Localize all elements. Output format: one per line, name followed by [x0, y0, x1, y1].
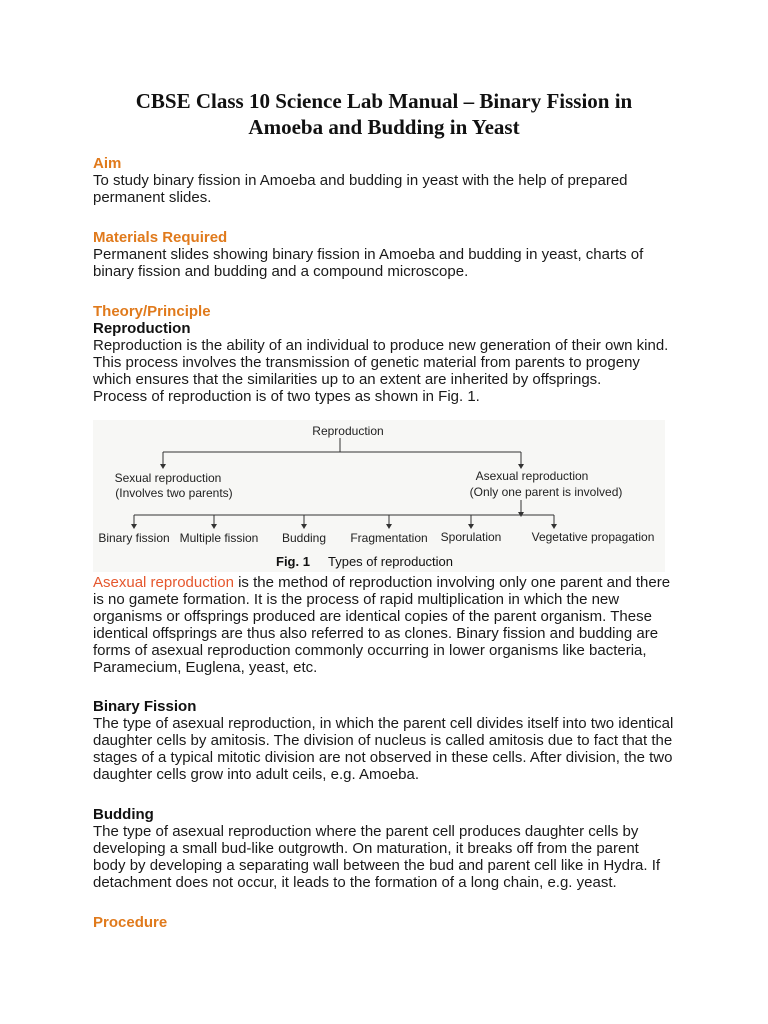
reproduction-types-text: Process of reproduction is of two types as shown in Fig. 1. — [93, 388, 480, 405]
theory-heading: Theory/Principle — [93, 303, 211, 320]
asexual-paragraph — [93, 574, 675, 676]
title-line-2: Amoeba and Budding in Yeast — [248, 115, 520, 139]
procedure-heading: Procedure — [93, 914, 168, 931]
reproduction-subheading: Reproduction — [93, 320, 191, 337]
figure-caption-number: Fig. 1 — [276, 554, 310, 569]
materials-text: Permanent slides showing binary fission in Amoeba and budding in yeast, charts of binary fission and budding and a compound microscope. — [93, 246, 644, 280]
budding-section — [93, 806, 675, 891]
binary-fission-text: The type of asexual reproduction, in which the parent cell divides itself into two identical daughter cells by amitosis. The division of nucleus is called amitosis due to fact that the stages of a typical mitotic division are not observed in these cells. After division, the two daughter cells grow into adult ceils, e.g. Amoeba. — [93, 715, 674, 783]
figure-type-label: Fragmentation — [350, 531, 428, 545]
figure-type-label: Multiple fission — [179, 531, 259, 545]
reproduction-tree-diagram — [93, 420, 665, 572]
figure-sexual-note: (Involves two parents) — [115, 486, 233, 500]
materials-heading: Materials Required — [93, 229, 228, 246]
figure-asexual-label: Asexual reproduction — [475, 469, 589, 483]
page-title — [60, 88, 708, 140]
materials-section — [93, 229, 675, 280]
theory-section — [93, 303, 675, 405]
title-line-1: CBSE Class 10 Science Lab Manual – Binary Fission in — [135, 89, 633, 113]
asexual-section — [93, 574, 675, 676]
aim-text: To study binary fission in Amoeba and budding in yeast with the help of prepared permanent slides. — [93, 172, 628, 206]
asexual-text: is the method of reproduction involving only one parent and there is no gamete formation. It is the process of rapid multiplication in which the new organisms or offsprings produced are identical copies of the parent organism. These identical offsprings are thus also referred to as clones. Binary fission and budding are forms of asexual reproduction commonly occurring in lower organisms like bacteria, Paramecium, Euglena, yeast, etc. — [93, 574, 671, 676]
binary-fission-heading: Binary Fission — [93, 698, 197, 715]
procedure-section — [93, 914, 675, 931]
figure-asexual-note: (Only one parent is involved) — [469, 485, 623, 499]
figure-caption-text: Types of reproduction — [328, 554, 454, 569]
figure-root-label: Reproduction — [312, 424, 384, 438]
figure-type-label: Binary fission — [98, 531, 170, 545]
figure-sexual-label: Sexual reproduction — [114, 471, 222, 485]
asexual-term: Asexual reproduction — [93, 574, 234, 591]
figure-type-label: Vegetative propagation — [531, 530, 655, 544]
binary-fission-section — [93, 698, 675, 783]
reproduction-text: Reproduction is the ability of an individual to produce new generation of their own kind. This process involves the transmission of genetic material from parents to progeny which ensures that the similarities up to an extent are inherited by offsprings. — [93, 337, 669, 388]
figure-type-label: Sporulation — [440, 530, 502, 544]
figure-type-label: Budding — [281, 531, 327, 545]
aim-section — [93, 155, 675, 206]
budding-heading: Budding — [93, 806, 154, 823]
budding-text: The type of asexual reproduction where the parent cell produces daughter cells by developing a small bud-like outgrowth. On maturation, it breaks off from the parent body by developing a separating wall between the bud and parent cell like in Hydra. If detachment does not occur, it leads to the formation of a long chain, e.g. yeast. — [93, 823, 661, 891]
reproduction-figure — [93, 420, 665, 572]
aim-heading: Aim — [93, 155, 122, 172]
